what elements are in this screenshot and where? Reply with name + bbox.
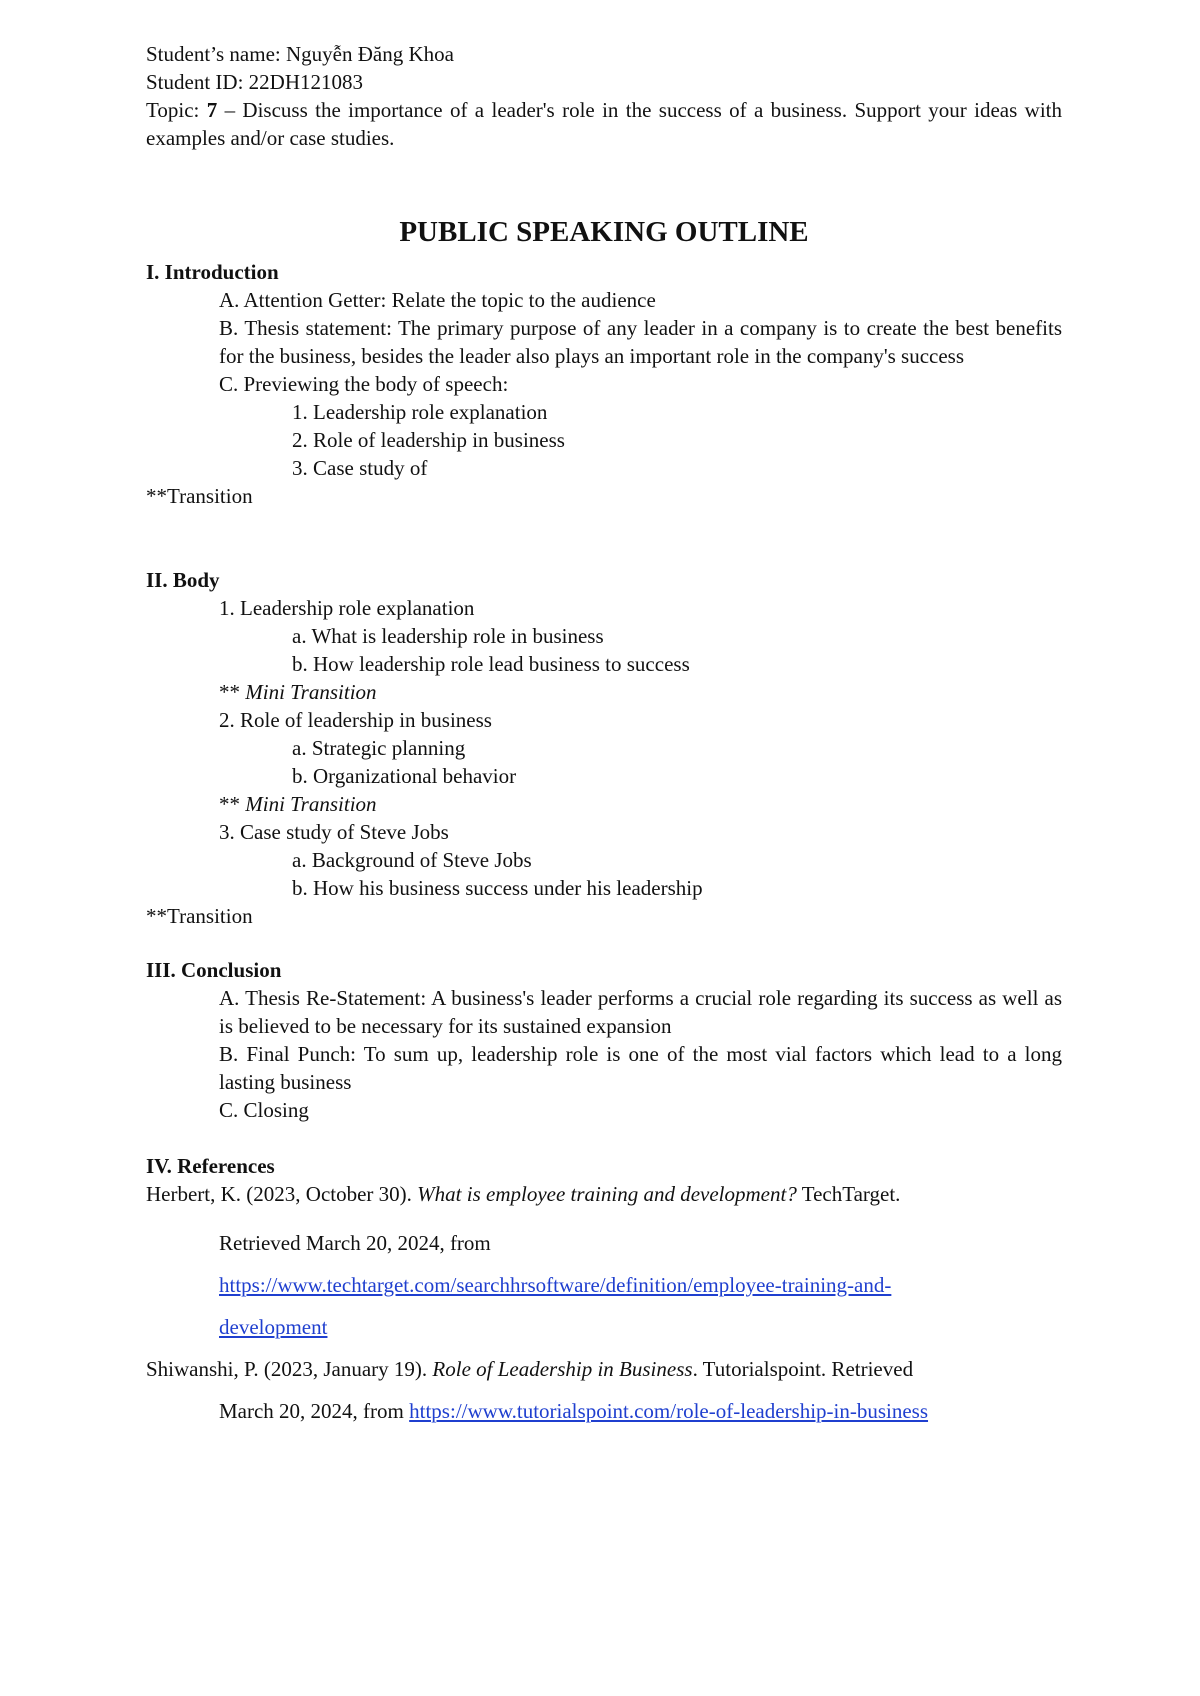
transition: **Transition	[146, 904, 253, 928]
reference-entry: Shiwanshi, P. (2023, January 19). Role of Leadership in Business. Tutorialspoint. Retrieved	[146, 1357, 914, 1381]
reference-title: What is employee training and development?	[417, 1182, 797, 1206]
reference-link[interactable]: https://www.techtarget.com/searchhrsoftware/definition/employee-training-and-	[219, 1273, 892, 1297]
introduction-section	[146, 258, 1062, 510]
mini-transition: ** Mini Transition	[219, 792, 377, 816]
body-heading: II. Body	[146, 568, 220, 592]
reference-2	[146, 1348, 1062, 1432]
reference-entry: Herbert, K. (2023, October 30). What is employee training and development? TechTarget.	[146, 1182, 901, 1206]
reference-1-continued	[146, 1222, 1062, 1348]
topic-number: 7	[206, 98, 218, 122]
body-point: 2. Role of leadership in business	[219, 708, 492, 732]
body-subpoint: a. Strategic planning	[292, 736, 466, 760]
reference-link-continued[interactable]: development	[219, 1315, 328, 1339]
references-section	[146, 1152, 1062, 1208]
reference-retrieved: March 20, 2024, from https://www.tutorialspoint.com/role-of-leadership-in-business	[219, 1399, 929, 1423]
body-subpoint: b. How leadership role lead business to success	[292, 652, 690, 676]
topic-text: – Discuss the importance of a leader's role in the success of a business. Support your ideas with examples and/or case studies.	[146, 98, 1062, 150]
student-id: Student ID: 22DH121083	[146, 70, 363, 94]
thesis-restatement: A. Thesis Re-Statement: A business's leader performs a crucial role regarding its success as well as is believed to be necessary for its sustained expansion	[219, 986, 1062, 1038]
body-subpoint: b. Organizational behavior	[292, 764, 517, 788]
topic	[146, 96, 1062, 152]
reference-title: Role of Leadership in Business	[432, 1357, 693, 1381]
reference-retrieved: Retrieved March 20, 2024, from	[219, 1231, 491, 1255]
student-header	[146, 40, 1062, 152]
preview-label: C. Previewing the body of speech:	[219, 372, 509, 396]
preview-item: 3. Case study of	[292, 456, 428, 480]
student-name: Student’s name: Nguyễn Đăng Khoa	[146, 42, 454, 66]
body-point: 1. Leadership role explanation	[219, 596, 475, 620]
transition: **Transition	[146, 484, 253, 508]
body-subpoint: b. How his business success under his leadership	[292, 876, 703, 900]
conclusion-section	[146, 956, 1062, 1124]
topic-label: Topic:	[146, 98, 207, 122]
body-point: 3. Case study of Steve Jobs	[219, 820, 449, 844]
preview-item: 2. Role of leadership in business	[292, 428, 565, 452]
reference-link[interactable]: https://www.tutorialspoint.com/role-of-leadership-in-business	[409, 1399, 929, 1423]
conclusion-heading: III. Conclusion	[146, 958, 282, 982]
references-heading: IV. References	[146, 1154, 275, 1178]
mini-transition: ** Mini Transition	[219, 680, 377, 704]
attention-getter: A. Attention Getter: Relate the topic to the audience	[219, 288, 656, 312]
body-subpoint: a. What is leadership role in business	[292, 624, 604, 648]
closing: C. Closing	[219, 1098, 309, 1122]
body-subpoint: a. Background of Steve Jobs	[292, 848, 532, 872]
thesis-statement: B. Thesis statement: The primary purpose of any leader in a company is to create the best benefits for the business, besides the leader also plays an important role in the company's success	[219, 316, 1062, 368]
final-punch: B. Final Punch: To sum up, leadership role is one of the most vial factors which lead to a long lasting business	[219, 1042, 1062, 1094]
body-section	[146, 566, 1062, 930]
preview-item: 1. Leadership role explanation	[292, 400, 548, 424]
page-title: PUBLIC SPEAKING OUTLINE	[399, 216, 809, 248]
introduction-heading: I. Introduction	[146, 260, 279, 284]
